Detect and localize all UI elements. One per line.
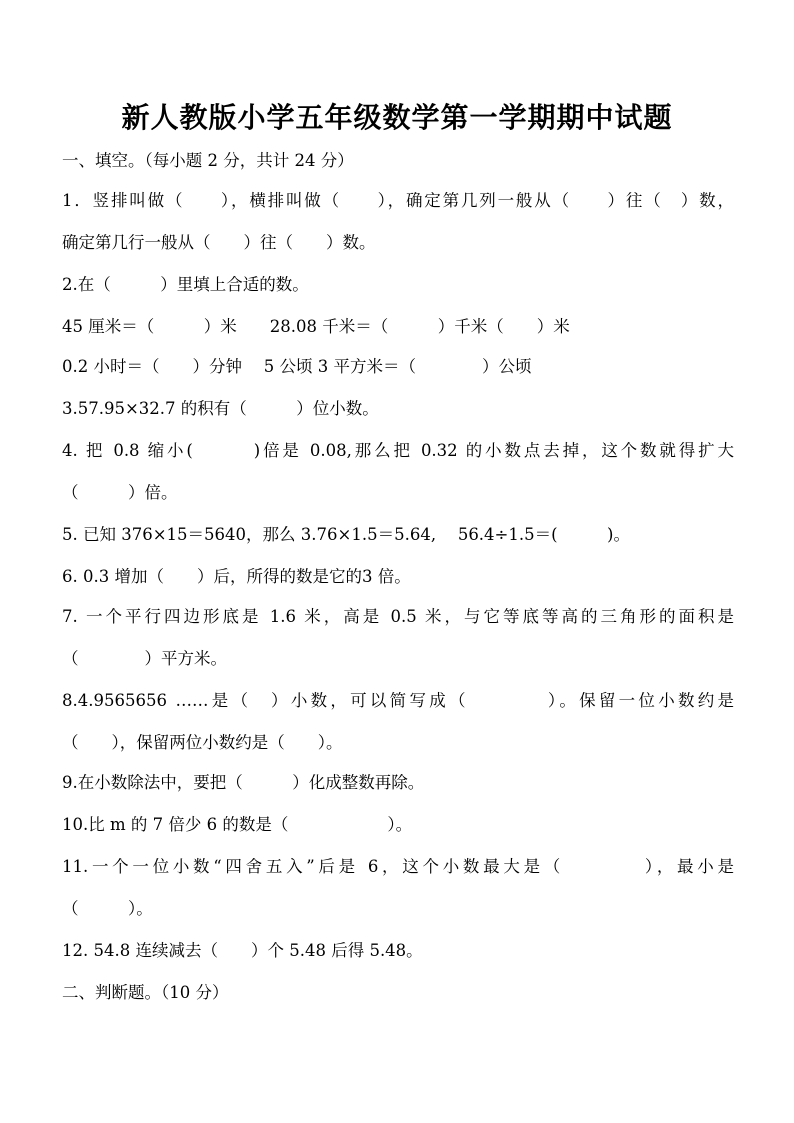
section-one-heading: 一、填空。（每小题 2 分，共计 24 分） <box>62 151 354 170</box>
question-4-line-2: （ ）倍。 <box>62 483 178 502</box>
question-11-line-2: （ ）。 <box>62 899 153 918</box>
question-10: 10.比 m 的 7 倍少 6 的数是（ ）。 <box>62 815 413 834</box>
question-2-line-2: 45 厘米＝（ ）米 28.08 千米＝（ ）千米（ ）米 <box>62 317 570 336</box>
question-7-line-1: 7. 一个平行四边形底是 1.6 米，高是 0.5 米，与它等底等高的三角形的面积是 <box>62 607 734 626</box>
question-8-line-1: 8.4.9565656 ……是（ ）小数，可以简写成（ ）。保留一位小数约是 <box>62 691 734 710</box>
question-2-line-1: 2.在（ ）里填上合适的数。 <box>62 275 309 294</box>
question-3: 3.57.95×32.7 的积有（ ）位小数。 <box>62 399 379 418</box>
question-1-line-1: 1．竖排叫做（ ），横排叫做（ ），确定第几列一般从（ ）往（ ）数， <box>62 191 734 210</box>
question-7-line-2: （ ）平方米。 <box>62 649 227 668</box>
question-2-line-3: 0.2 小时＝（ ）分钟 5 公顷 3 平方米＝（ ）公顷 <box>62 357 532 376</box>
question-6: 6. 0.3 增加（ ）后，所得的数是它的3 倍。 <box>62 567 411 586</box>
section-two-heading: 二、判断题。（10 分） <box>62 983 229 1002</box>
exam-title: 新人教版小学五年级数学第一学期期中试题 <box>121 101 673 134</box>
question-12: 12. 54.8 连续减去（ ）个 5.48 后得 5.48。 <box>62 941 423 960</box>
question-1-line-2: 确定第几行一般从（ ）往（ ）数。 <box>62 233 376 252</box>
question-11-line-1: 11.一个一位小数“四舍五入”后是 6，这个小数最大是（ ），最小是 <box>62 857 734 876</box>
question-8-line-2: （ ），保留两位小数约是（ ）。 <box>62 733 343 752</box>
question-4-line-1: 4. 把 0.8 缩小( )倍是 0.08,那么把 0.32 的小数点去掉，这个数就得扩大 <box>62 441 734 460</box>
question-9: 9.在小数除法中，要把（ ）化成整数再除。 <box>62 773 425 792</box>
question-5: 5. 已知 376×15＝5640，那么 3.76×1.5＝5.64, 56.4÷1.5＝( )。 <box>62 525 630 544</box>
